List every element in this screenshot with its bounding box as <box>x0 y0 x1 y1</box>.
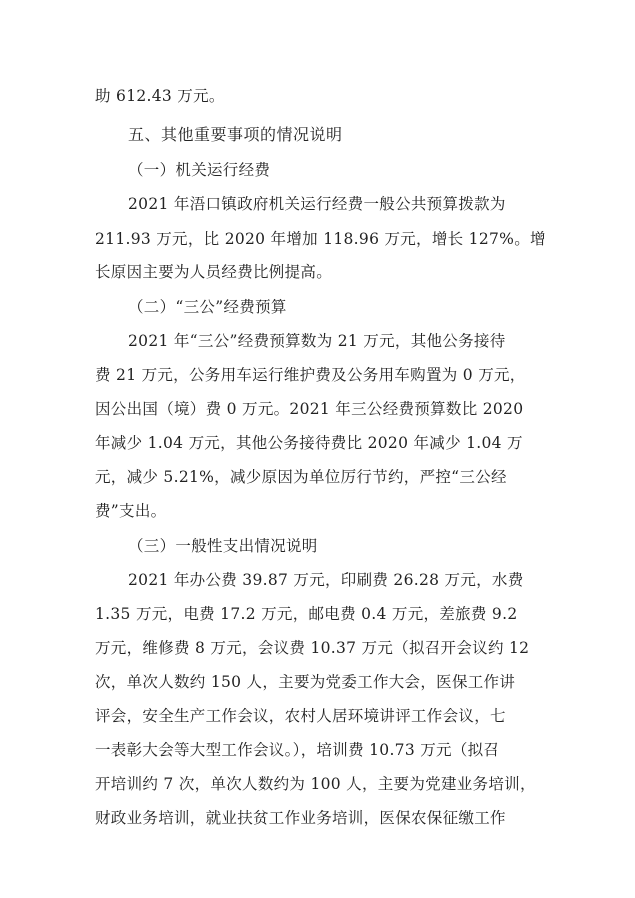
body-text-line: 2021 年办公费 39.87 万元，印刷费 26.28 万元，水费 <box>128 571 524 589</box>
body-text-line: 费”支出。 <box>95 502 167 520</box>
body-text-line: 因公出国（境）费 0 万元。2021 年三公经费预算数比 2020 <box>95 400 524 418</box>
body-text-line: 年减少 1.04 万元，其他公务接待费比 2020 年减少 1.04 万 <box>95 434 523 452</box>
body-text-line: 元，减少 5.21%，减少原因为单位厉行节约，严控“三公经 <box>95 468 507 486</box>
body-text-line: 2021 年“三公”经费预算数为 21 万元，其他公务接待 <box>128 332 506 350</box>
body-text-line: 财政业务培训，就业扶贫工作业务培训，医保农保征缴工作 <box>95 809 506 827</box>
body-text-line: 万元，维修费 8 万元，会议费 10.37 万元（拟召开会议约 12 <box>95 639 530 657</box>
body-text-line: 助 612.43 万元。 <box>95 87 225 105</box>
body-text-line: 1.35 万元，电费 17.2 万元，邮电费 0.4 万元，差旅费 9.2 <box>95 605 518 623</box>
body-text-line: 评会，安全生产工作会议，农村人居环境讲评工作会议，七 <box>95 707 506 725</box>
body-text-line: 次，单次人数约 150 人，主要为党委工作大会，医保工作讲 <box>95 673 516 691</box>
body-text-line: 211.93 万元，比 2020 年增加 118.96 万元，增长 127%。增 <box>95 230 546 248</box>
subsection-heading: （二）“三公”经费预算 <box>128 298 287 316</box>
body-text-line: 2021 年浯口镇政府机关运行经费一般公共预算拨款为 <box>128 195 506 213</box>
subsection-heading: （三）一般性支出情况说明 <box>128 537 318 555</box>
body-text-line: 一表彰大会等大型工作会议。），培训费 10.73 万元（拟召 <box>95 741 500 759</box>
body-text-line: 长原因主要为人员经费比例提高。 <box>95 263 333 281</box>
subsection-heading: （一）机关运行经费 <box>128 161 271 179</box>
body-text-line: 开培训约 7 次，单次人数约为 100 人，主要为党建业务培训， <box>95 775 536 793</box>
section-heading: 五、其他重要事项的情况说明 <box>128 125 343 144</box>
body-text-line: 费 21 万元，公务用车运行维护费及公务用车购置为 0 万元， <box>95 366 526 384</box>
